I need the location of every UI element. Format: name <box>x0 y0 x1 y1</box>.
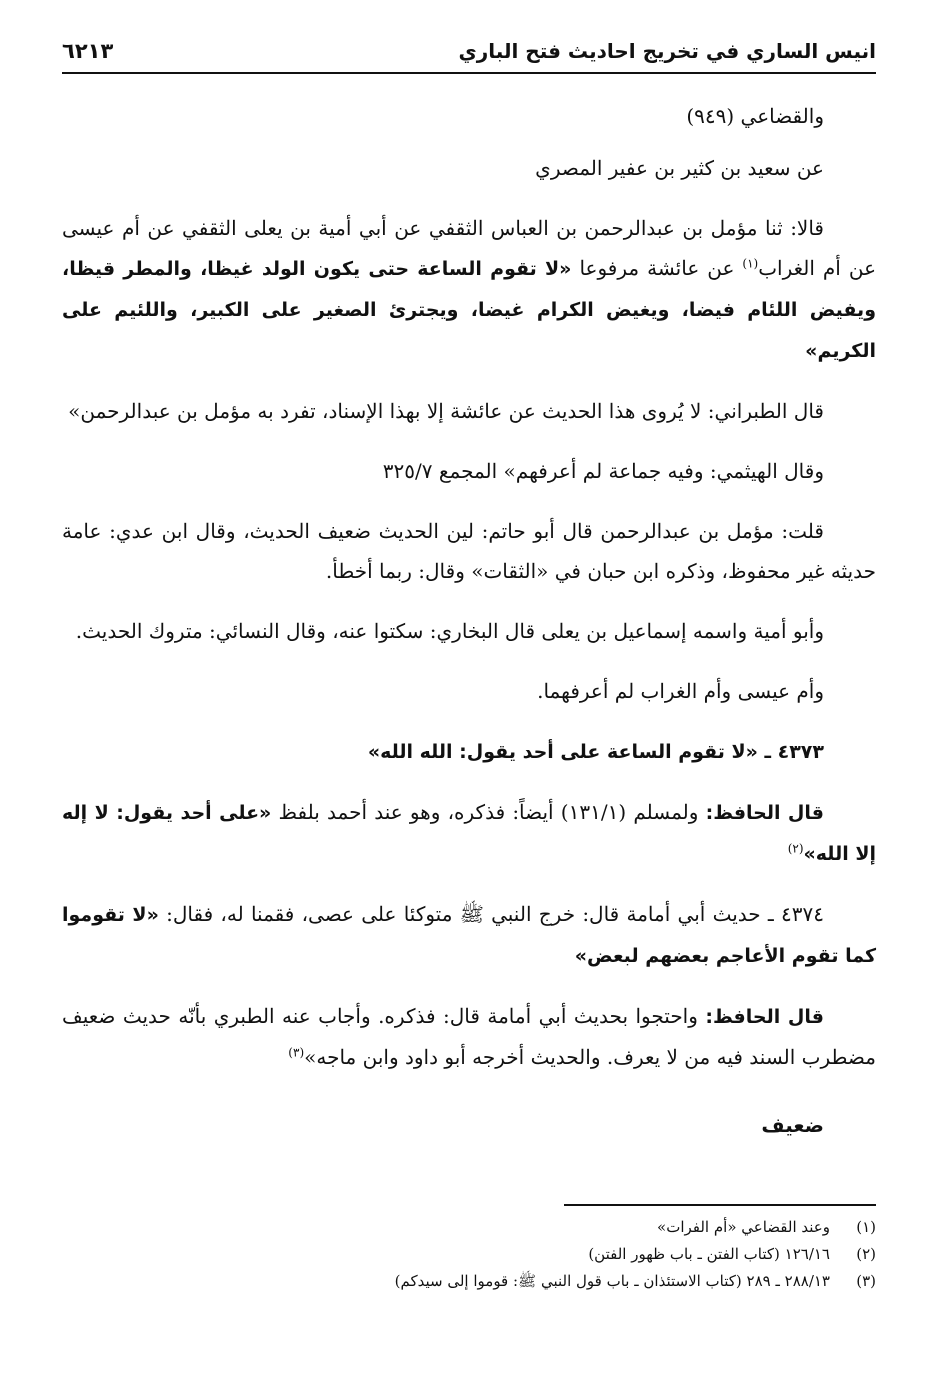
hadith-4374-text: ٤٣٧٤ ـ حديث أبي أمامة قال: خرج النبي ﷺ متوكئا على عصى، فقمنا له، فقال: <box>158 902 825 926</box>
footnote-item <box>62 1241 876 1268</box>
hafiz-label-2: قال الحافظ: <box>705 1006 824 1028</box>
footnote-text: ٢٨٨/١٣ ـ ٢٨٩ (كتاب الاستئذان ـ باب قول النبي ﷺ: قوموا إلى سيدكم) <box>394 1272 830 1290</box>
hafiz-label: قال الحافظ: <box>705 802 824 824</box>
hadith-4374 <box>62 894 876 976</box>
hadith-4373-heading <box>62 731 876 772</box>
footnote-text: ١٢٦/١٦ (كتاب الفتن ـ باب ظهور الفتن) <box>588 1245 830 1263</box>
running-header <box>62 30 876 74</box>
paragraph-isnad <box>62 208 876 371</box>
hadith-matn: «لا تقوم الساعة حتى يكون الولد غيظا، والمطر قيظا، ويفيض اللئام فيضا، ويغيض الكرام غيضا، ويجترئ الصغير على الكبير، واللئيم على الكريم» <box>62 258 876 362</box>
isnad-text: قالا: ثنا مؤمل بن عبدالرحمن بن العباس الثقفي عن أبي أمية بن يعلى الثقفي عن أم عيسى عن أم الغراب <box>62 216 877 280</box>
footnote-item <box>62 1268 876 1295</box>
footnotes <box>62 1214 876 1295</box>
footnote-number: (٢) <box>856 1245 876 1263</box>
paragraph-haythami: وقال الهيثمي: وفيه جماعة لم أعرفهم» المجمع ٣٢٥/٧ <box>382 459 824 483</box>
footnote-text: وعند القضاعي «أم الفرات» <box>657 1218 830 1236</box>
paragraph-tabarani: قال الطبراني: لا يُروى هذا الحديث عن عائشة إلا بهذا الإسناد، تفرد به مؤمل بن عبدالرحمن» <box>68 399 824 423</box>
isnad-text-2: عن عائشة مرفوعا <box>571 256 743 280</box>
footnote-ref-2[interactable]: (٢) <box>787 841 804 856</box>
footnote-number: (١) <box>856 1218 876 1236</box>
footnote-divider <box>564 1204 876 1206</box>
hadith-4373-text: ٤٣٧٣ ـ «لا تقوم الساعة على أحد يقول: الله الله» <box>367 741 824 763</box>
hafiz-text-2: واحتجوا بحديث أبي أمامة قال: فذكره. وأجاب عنه الطبري بأنّه حديث ضعيف مضطرب السند فيه من لا يعرف. والحديث أخرجه أبو داود وابن ماجه» <box>62 1004 876 1069</box>
paragraph-hafiz-1 <box>62 792 876 874</box>
hadith-4374-matn: «لا تقوموا كما تقوم الأعاجم بعضهم لبعض» <box>62 904 876 967</box>
hafiz-text: ولمسلم (١٣١/١) أيضاً: فذكره، وهو عند أحمد بلفظ <box>271 800 706 824</box>
hafiz-matn: «على أحد يقول: لا إله إلا الله» <box>62 802 876 865</box>
verdict: ضعيف <box>761 1113 824 1137</box>
paragraph-muammal: قلت: مؤمل بن عبدالرحمن قال أبو حاتم: لين الحديث ضعيف الحديث، وقال ابن عدي: عامة حديثه غير محفوظ، وذكره ابن حبان في «الثقات» وقال: ربما أخطأ. <box>62 519 876 583</box>
paragraph-hafiz-2 <box>62 996 876 1077</box>
footnote-ref-1[interactable]: (١) <box>742 256 759 271</box>
paragraph-abu-umayya: وأبو أمية واسمه إسماعيل بن يعلى قال البخاري: سكتوا عنه، وقال النسائي: متروك الحديث. <box>75 619 824 643</box>
footnote-item <box>62 1214 876 1241</box>
paragraph-source-said: عن سعيد بن كثير بن عفير المصري <box>535 156 824 180</box>
footnote-number: (٣) <box>856 1272 876 1290</box>
page-number: ٦٢١٣ <box>62 39 114 63</box>
paragraph-umm-isa: وأم عيسى وأم الغراب لم أعرفهما. <box>537 679 824 703</box>
book-title: انيس الساري في تخريج احاديث فتح الباري <box>458 39 876 63</box>
footnote-ref-3[interactable]: (٣) <box>288 1045 305 1060</box>
main-text <box>62 96 876 1145</box>
paragraph-source-qudai: والقضاعي (٩٤٩) <box>686 104 824 128</box>
